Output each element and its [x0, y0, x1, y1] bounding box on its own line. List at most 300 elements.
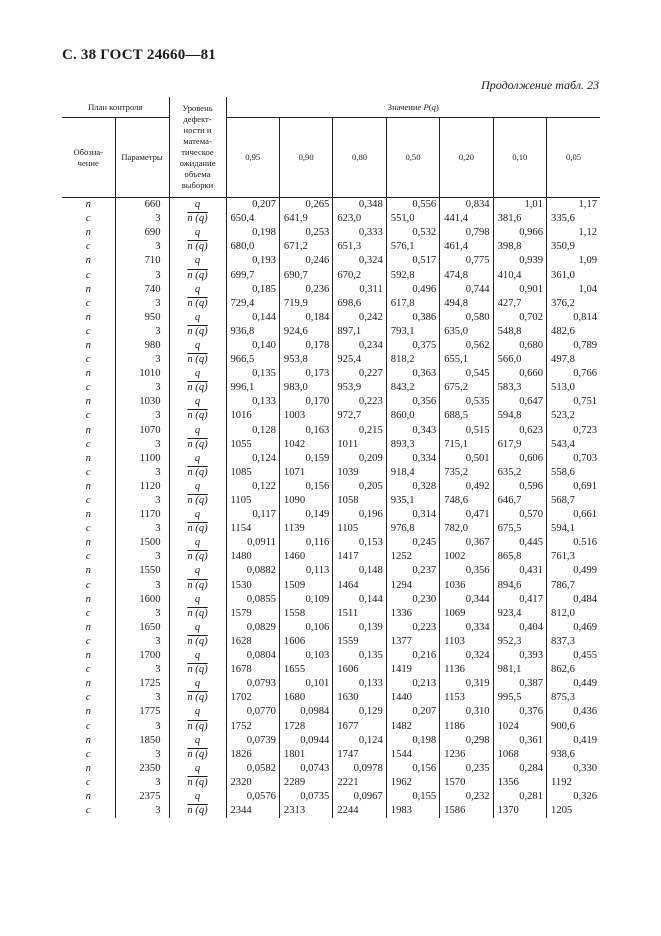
table-row — [62, 691, 600, 705]
value-cell: 0,647 — [493, 395, 546, 409]
value-cell: 0,492 — [440, 480, 493, 494]
value-cell: 0,680 — [493, 339, 546, 353]
value-cell: 2320 — [226, 776, 279, 790]
designation-cell: n — [62, 762, 115, 776]
value-cell: 0,101 — [279, 677, 332, 691]
value-cell: 1192 — [551, 776, 572, 788]
value-cell: 935,1 — [386, 494, 439, 508]
value-cell: 0,198 — [386, 734, 439, 748]
designation-cell: n — [62, 564, 115, 578]
value-cell: 0,116 — [279, 536, 332, 550]
value-cell: 0,417 — [493, 593, 546, 607]
level-cell: q — [169, 395, 226, 409]
value-cell: 0,155 — [386, 790, 439, 804]
value-cell: 0,344 — [440, 593, 493, 607]
value-cell: 0,556 — [386, 198, 439, 213]
value-cell: 0,311 — [333, 283, 386, 297]
value-cell: 1294 — [386, 579, 439, 593]
parameter-cell: 3 — [115, 212, 169, 226]
value-cell: 1630 — [333, 691, 386, 705]
level-cell: q — [169, 621, 226, 635]
value-cell: 1,04 — [578, 283, 598, 295]
value-cell: 1655 — [279, 663, 332, 677]
value-cell: 0,128 — [226, 424, 279, 438]
value-cell: 0,471 — [440, 508, 493, 522]
designation-cell: n — [62, 677, 115, 691]
designation-cell: n — [62, 593, 115, 607]
value-cell: 0,170 — [279, 395, 332, 409]
value-cell: 558,6 — [551, 466, 575, 478]
designation-cell: n — [62, 705, 115, 719]
parameter-cell: 2350 — [115, 762, 169, 776]
value-cell: 651,3 — [333, 240, 386, 254]
value-cell: 0,596 — [493, 480, 546, 494]
value-cell: 0,184 — [279, 311, 332, 325]
value-cell: 1136 — [440, 663, 493, 677]
value-cell: 0,298 — [440, 734, 493, 748]
n-q-label: n (q) — [187, 805, 208, 817]
value-cell: 1205 — [551, 805, 573, 817]
table-row — [62, 283, 600, 297]
level-cell — [169, 635, 226, 649]
value-cell: 1,17 — [578, 199, 598, 211]
parameter-cell: 1500 — [115, 536, 169, 550]
value-cell: 0,235 — [440, 762, 493, 776]
value-cell: 900,6 — [551, 720, 575, 732]
value-cell: 0,660 — [493, 367, 546, 381]
value-cell: 675,2 — [440, 381, 493, 395]
value-cell: 0,343 — [386, 424, 439, 438]
value-cell: 1,09 — [578, 255, 598, 267]
n-q-label: n (q) — [187, 438, 208, 450]
value-cell: 1003 — [279, 409, 332, 423]
value-cell: 875,3 — [551, 692, 575, 704]
value-cell: 0,0576 — [226, 790, 279, 804]
value-cell: 1752 — [226, 719, 279, 733]
level-cell: q — [169, 283, 226, 297]
value-cell: 0,124 — [333, 734, 386, 748]
table-row — [62, 395, 600, 409]
table-row — [62, 776, 600, 790]
table-row — [62, 607, 600, 621]
value-cell: 0,196 — [333, 508, 386, 522]
table-row — [62, 762, 600, 776]
table-row — [62, 424, 600, 438]
value-cell: 0,324 — [440, 649, 493, 663]
designation-cell: n — [62, 734, 115, 748]
parameter-cell: 3 — [115, 579, 169, 593]
value-cell: 551,0 — [386, 212, 439, 226]
level-cell — [169, 381, 226, 395]
value-cell: 1728 — [279, 719, 332, 733]
value-cell: 0,319 — [440, 677, 493, 691]
table-row — [62, 212, 600, 226]
level-cell: q — [169, 705, 226, 719]
parameter-cell: 1700 — [115, 649, 169, 663]
level-cell — [169, 550, 226, 564]
value-cell: 818,2 — [386, 353, 439, 367]
level-cell — [169, 804, 226, 818]
value-cell: 0,330 — [573, 762, 598, 774]
n-q-label: n (q) — [187, 692, 208, 704]
n-q-label: n (q) — [187, 551, 208, 563]
value-cell: 976,8 — [386, 522, 439, 536]
value-cell: 0,436 — [573, 706, 598, 718]
value-cell: 1417 — [333, 550, 386, 564]
value-cell: 1024 — [493, 719, 546, 733]
value-cell: 0,501 — [440, 452, 493, 466]
value-cell: 1482 — [386, 719, 439, 733]
value-cell: 893,3 — [386, 438, 439, 452]
value-cell: 513,0 — [551, 382, 575, 394]
value-cell: 0,939 — [493, 254, 546, 268]
table-row — [62, 550, 600, 564]
designation-cell: c — [62, 607, 115, 621]
value-cell: 350,9 — [551, 241, 575, 253]
value-cell: 376,2 — [551, 297, 575, 309]
value-cell: 0,814 — [573, 311, 598, 323]
value-cell: 837,3 — [551, 635, 575, 647]
value-cell: 688,5 — [440, 409, 493, 423]
value-cell: 996,1 — [226, 381, 279, 395]
table-row — [62, 593, 600, 607]
level-header — [169, 97, 226, 198]
parameter-cell: 3 — [115, 776, 169, 790]
value-cell: 0,106 — [279, 621, 332, 635]
value-cell: 0,901 — [493, 283, 546, 297]
table-row — [62, 452, 600, 466]
value-cell: 0,265 — [279, 198, 332, 213]
value-cell: 655,1 — [440, 353, 493, 367]
value-cell: 0,314 — [386, 508, 439, 522]
value-cell: 0,215 — [333, 424, 386, 438]
level-cell: q — [169, 339, 226, 353]
table-row — [62, 466, 600, 480]
level-cell — [169, 325, 226, 339]
value-cell: 812,0 — [551, 607, 575, 619]
level-cell: q — [169, 649, 226, 663]
n-q-label: n (q) — [187, 213, 208, 225]
designation-cell: c — [62, 663, 115, 677]
value-cell: 335,6 — [551, 213, 575, 225]
n-q-label: n (q) — [187, 241, 208, 253]
table-row — [62, 339, 600, 353]
value-cell: 1586 — [440, 804, 493, 818]
value-cell: 865,8 — [493, 550, 546, 564]
value-cell: 0,766 — [573, 368, 598, 380]
value-cell: 1058 — [333, 494, 386, 508]
value-cell: 1440 — [386, 691, 439, 705]
value-cell: 1356 — [493, 776, 546, 790]
designation-cell: n — [62, 339, 115, 353]
value-cell: 0,236 — [279, 283, 332, 297]
value-cell: 862,6 — [551, 664, 575, 676]
level-cell: q — [169, 564, 226, 578]
value-cell: 0,223 — [386, 621, 439, 635]
level-cell — [169, 409, 226, 423]
value-cell: 0,230 — [386, 593, 439, 607]
parameter-cell: 1775 — [115, 705, 169, 719]
n-q-label: n (q) — [187, 325, 208, 337]
value-cell: 782,0 — [440, 522, 493, 536]
value-cell: 1252 — [386, 550, 439, 564]
level-cell — [169, 466, 226, 480]
value-cell: 671,2 — [279, 240, 332, 254]
value-cell: 1,01 — [493, 198, 546, 213]
value-cell: 1530 — [226, 579, 279, 593]
value-cell: 0,348 — [333, 198, 386, 213]
value-cell: 0,135 — [333, 649, 386, 663]
table-row — [62, 198, 600, 213]
table-row — [62, 254, 600, 268]
table-row — [62, 494, 600, 508]
value-cell: 0,744 — [440, 283, 493, 297]
parameter-cell: 3 — [115, 635, 169, 649]
value-cell: 860,0 — [386, 409, 439, 423]
value-cell: 0,775 — [440, 254, 493, 268]
value-cell: 0,367 — [440, 536, 493, 550]
value-cell: 0,562 — [440, 339, 493, 353]
parameter-cell: 740 — [115, 283, 169, 297]
value-cell: 0,149 — [279, 508, 332, 522]
value-cell: 623,0 — [333, 212, 386, 226]
designation-cell: c — [62, 748, 115, 762]
n-q-label: n (q) — [187, 523, 208, 535]
value-cell: 0,445 — [493, 536, 546, 550]
value-cell: 1606 — [333, 663, 386, 677]
designation-cell: c — [62, 635, 115, 649]
designation-cell: n — [62, 621, 115, 635]
value-cell: 923,4 — [493, 607, 546, 621]
value-cell: 2344 — [226, 804, 279, 818]
value-cell: 523,2 — [551, 410, 575, 422]
value-cell: 1336 — [386, 607, 439, 621]
level-cell — [169, 748, 226, 762]
value-cell: 0,0984 — [279, 705, 332, 719]
parameter-cell: 1850 — [115, 734, 169, 748]
table-row — [62, 621, 600, 635]
parameter-cell: 2375 — [115, 790, 169, 804]
value-cell: 0,193 — [226, 254, 279, 268]
parameter-cell: 3 — [115, 438, 169, 452]
value-cell: 0,103 — [279, 649, 332, 663]
n-q-label: n (q) — [187, 664, 208, 676]
designation-cell: n — [62, 367, 115, 381]
level-cell: q — [169, 367, 226, 381]
value-cell: 0,0582 — [226, 762, 279, 776]
value-cell: 0,159 — [279, 452, 332, 466]
value-cell: 1579 — [226, 607, 279, 621]
parameter-cell: 3 — [115, 325, 169, 339]
value-cell: 0,333 — [333, 226, 386, 240]
parameter-cell: 1030 — [115, 395, 169, 409]
value-cell: 938,6 — [551, 748, 575, 760]
value-cell: 0,133 — [226, 395, 279, 409]
designation-cell: n — [62, 424, 115, 438]
plan-header: План контроля — [62, 97, 169, 118]
parameters-header: Параметры — [115, 118, 169, 198]
designation-cell: c — [62, 381, 115, 395]
p-value-header: 0,05 — [547, 118, 601, 198]
designation-cell: c — [62, 325, 115, 339]
level-cell — [169, 268, 226, 282]
value-cell: 497,8 — [551, 354, 575, 366]
value-cell: 0,156 — [279, 480, 332, 494]
level-cell: q — [169, 480, 226, 494]
value-cell: 410,4 — [493, 268, 546, 282]
level-cell — [169, 579, 226, 593]
value-cell: 1153 — [440, 691, 493, 705]
value-cell: 1090 — [279, 494, 332, 508]
value-cell: 583,3 — [493, 381, 546, 395]
value-cell: 0,205 — [333, 480, 386, 494]
value-cell: 793,1 — [386, 325, 439, 339]
value-cell: 0,0735 — [279, 790, 332, 804]
value-cell: 461,4 — [440, 240, 493, 254]
designation-cell: c — [62, 719, 115, 733]
level-cell — [169, 240, 226, 254]
value-cell: 1011 — [333, 438, 386, 452]
table-row — [62, 367, 600, 381]
designation-cell: n — [62, 311, 115, 325]
value-cell: 1509 — [279, 579, 332, 593]
designation-cell: c — [62, 494, 115, 508]
value-cell: 548,8 — [493, 325, 546, 339]
table-row — [62, 381, 600, 395]
value-cell: 0,691 — [573, 480, 598, 492]
designation-cell: c — [62, 466, 115, 480]
level-cell: q — [169, 226, 226, 240]
designation-cell: c — [62, 212, 115, 226]
parameter-cell: 660 — [115, 198, 169, 213]
value-cell: 0,499 — [573, 565, 598, 577]
parameter-cell: 3 — [115, 494, 169, 508]
designation-cell: c — [62, 691, 115, 705]
value-cell: 0,109 — [279, 593, 332, 607]
parameter-cell: 3 — [115, 353, 169, 367]
p-value-header: 0,90 — [279, 118, 332, 198]
table-row — [62, 480, 600, 494]
value-cell: 576,1 — [386, 240, 439, 254]
table-row — [62, 522, 600, 536]
value-cell: 748,6 — [440, 494, 493, 508]
value-cell: 0,419 — [573, 734, 598, 746]
parameter-cell: 950 — [115, 311, 169, 325]
value-cell: 427,7 — [493, 297, 546, 311]
parameter-cell: 1070 — [115, 424, 169, 438]
value-cell: 0,387 — [493, 677, 546, 691]
value-cell: 1680 — [279, 691, 332, 705]
value-cell: 441,4 — [440, 212, 493, 226]
parameter-cell: 3 — [115, 240, 169, 254]
value-cell: 1826 — [226, 748, 279, 762]
value-cell: 1069 — [440, 607, 493, 621]
value-cell: 719,9 — [279, 297, 332, 311]
level-cell: q — [169, 198, 226, 213]
value-cell: 0,223 — [333, 395, 386, 409]
value-cell: 0,455 — [573, 650, 598, 662]
value-cell: 594,1 — [551, 523, 575, 535]
value-cell: 0,198 — [226, 226, 279, 240]
value-cell: 1460 — [279, 550, 332, 564]
value-cell: 1377 — [386, 635, 439, 649]
level-cell — [169, 494, 226, 508]
value-cell: 925,4 — [333, 353, 386, 367]
value-cell: 1154 — [226, 522, 279, 536]
value-cell: 894,6 — [493, 579, 546, 593]
value-cell: 0,751 — [573, 396, 598, 408]
value-cell: 983,0 — [279, 381, 332, 395]
value-cell: 0,234 — [333, 339, 386, 353]
value-cell: 0,966 — [493, 226, 546, 240]
value-cell: 0,469 — [573, 621, 598, 633]
designation-header: Обозна- чение — [62, 118, 115, 198]
level-cell: q — [169, 734, 226, 748]
value-cell: 729,4 — [226, 297, 279, 311]
level-cell: q — [169, 452, 226, 466]
level-cell: q — [169, 254, 226, 268]
value-cell: 1039 — [333, 466, 386, 480]
value-cell: 897,1 — [333, 325, 386, 339]
n-q-label: n (q) — [187, 579, 208, 591]
value-cell: 0,623 — [493, 424, 546, 438]
value-cell: 635,0 — [440, 325, 493, 339]
value-cell: 1702 — [226, 691, 279, 705]
value-cell: 0,122 — [226, 480, 279, 494]
parameter-cell: 1010 — [115, 367, 169, 381]
n-q-label: n (q) — [187, 466, 208, 478]
value-cell: 594,8 — [493, 409, 546, 423]
parameter-cell: 3 — [115, 748, 169, 762]
value-cell: 0,144 — [226, 311, 279, 325]
value-cell: 0,0770 — [226, 705, 279, 719]
value-cell: 0,0793 — [226, 677, 279, 691]
table-row — [62, 508, 600, 522]
value-cell: 1071 — [279, 466, 332, 480]
value-cell: 0,356 — [386, 395, 439, 409]
parameter-cell: 3 — [115, 522, 169, 536]
parameter-cell: 1650 — [115, 621, 169, 635]
designation-cell: n — [62, 480, 115, 494]
value-cell: 0,246 — [279, 254, 332, 268]
table-row — [62, 649, 600, 663]
value-cell: 1464 — [333, 579, 386, 593]
value-cell: 0,798 — [440, 226, 493, 240]
value-cell: 1105 — [333, 522, 386, 536]
designation-cell: n — [62, 536, 115, 550]
value-cell: 0,163 — [279, 424, 332, 438]
level-cell: q — [169, 762, 226, 776]
parameter-cell: 3 — [115, 268, 169, 282]
value-cell: 0,376 — [493, 705, 546, 719]
parameter-cell: 3 — [115, 297, 169, 311]
value-cell: 0,135 — [226, 367, 279, 381]
designation-cell: n — [62, 226, 115, 240]
value-cell: 0,361 — [493, 734, 546, 748]
value-cell: 617,8 — [386, 297, 439, 311]
value-cell: 641,9 — [279, 212, 332, 226]
level-cell: q — [169, 677, 226, 691]
value-cell: 0,606 — [493, 452, 546, 466]
value-cell: 2221 — [333, 776, 386, 790]
n-q-label: n (q) — [187, 354, 208, 366]
value-cell: 0,117 — [226, 508, 279, 522]
designation-cell: c — [62, 240, 115, 254]
designation-cell: c — [62, 776, 115, 790]
designation-cell: n — [62, 254, 115, 268]
level-cell — [169, 607, 226, 621]
value-cell: 1678 — [226, 663, 279, 677]
